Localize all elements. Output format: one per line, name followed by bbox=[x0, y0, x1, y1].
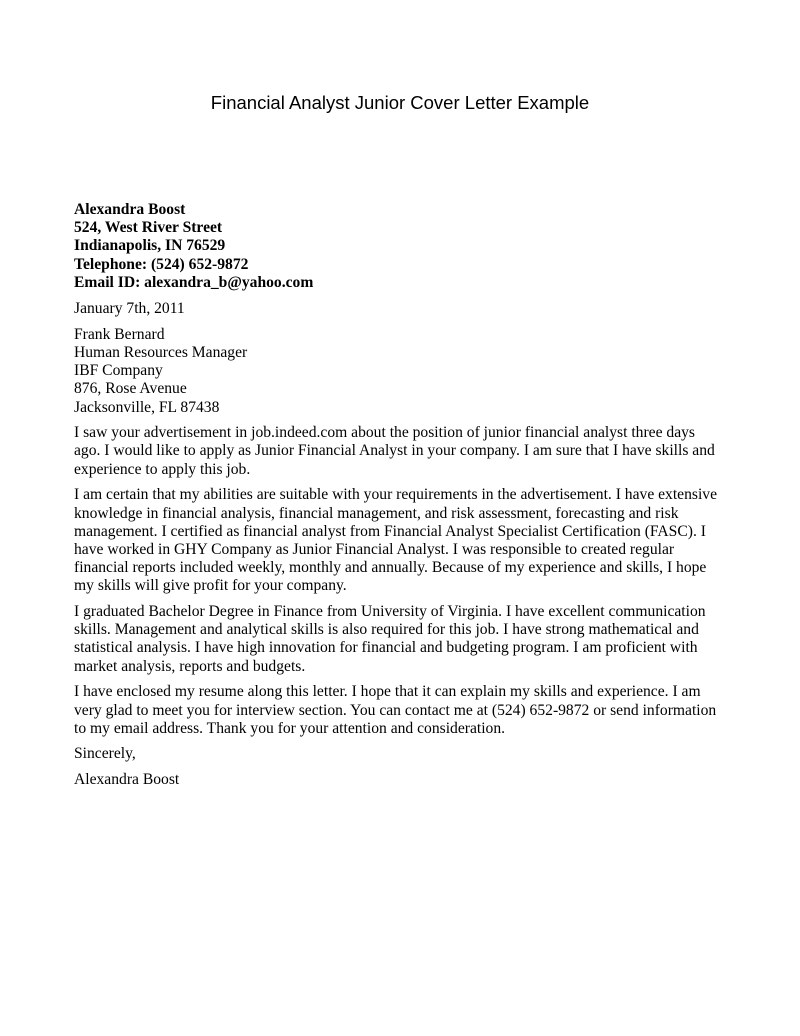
paragraph-line: financial reports included weekly, monthly and annually. Because of my experience and skills, I hope bbox=[74, 559, 707, 577]
sender-name: Alexandra Boost bbox=[74, 201, 186, 218]
paragraph-line: management. I certified as financial analyst from Financial Analyst Specialist Certification (FASC). I bbox=[74, 522, 706, 540]
recipient-block bbox=[74, 326, 734, 417]
paragraph-line: very glad to meet you for interview section. You can contact me at (524) 652-9872 or send information bbox=[74, 701, 717, 719]
sender-telephone: Telephone: (524) 652-9872 bbox=[74, 255, 249, 273]
paragraph-line: I am certain that my abilities are suitable with your requirements in the advertisement. I have extensive bbox=[74, 486, 718, 504]
paragraph-line: skills. Management and analytical skills is also required for this job. I have strong mathematical and bbox=[74, 621, 699, 639]
recipient-street: 876, Rose Avenue bbox=[74, 380, 187, 398]
paragraph-line: have worked in GHY Company as Junior Financial Analyst. I was responsible to created regular bbox=[74, 540, 675, 558]
closing-block bbox=[74, 745, 734, 763]
paragraph-line: knowledge in financial analysis, financial management, and risk assessment, forecasting and risk bbox=[74, 504, 679, 522]
letter-date: January 7th, 2011 bbox=[74, 300, 185, 318]
body-paragraph bbox=[74, 603, 734, 676]
body-paragraph bbox=[74, 486, 734, 595]
signature-block bbox=[74, 771, 734, 789]
sender-email: Email ID: alexandra_b@yahoo.com bbox=[74, 273, 314, 291]
body-paragraph bbox=[74, 683, 734, 738]
signature-name: Alexandra Boost bbox=[74, 771, 180, 789]
sender-block bbox=[74, 201, 734, 292]
paragraph-line: ago. I would like to apply as Junior Financial Analyst in your company. I am sure that I have skills and bbox=[74, 442, 715, 460]
paragraph-line: I have enclosed my resume along this letter. I hope that it can explain my skills and experience. I am bbox=[74, 683, 701, 701]
paragraph-line: experience to apply this job. bbox=[74, 460, 251, 478]
paragraph-line: my skills will give profit for your company. bbox=[74, 577, 347, 595]
date-block bbox=[74, 300, 734, 318]
paragraph-line: statistical analysis. I have high innovation for financial and budgeting program. I am proficient with bbox=[74, 639, 698, 657]
cover-letter bbox=[74, 201, 734, 789]
recipient-name: Frank Bernard bbox=[74, 325, 165, 343]
paragraph-line: market analysis, reports and budgets. bbox=[74, 657, 306, 675]
recipient-city: Jacksonville, FL 87438 bbox=[74, 398, 220, 416]
paragraph-line: I graduated Bachelor Degree in Finance from University of Virginia. I have excellent communication bbox=[74, 603, 706, 621]
body-paragraph bbox=[74, 424, 734, 479]
recipient-position: Human Resources Manager bbox=[74, 343, 248, 361]
paragraph-line: I saw your advertisement in job.indeed.com about the position of junior financial analyst three days bbox=[74, 424, 695, 442]
sender-street: 524, West River Street bbox=[74, 219, 223, 237]
recipient-company: IBF Company bbox=[74, 362, 163, 380]
sender-city: Indianapolis, IN 76529 bbox=[74, 237, 226, 255]
document-title: Financial Analyst Junior Cover Letter Example bbox=[210, 92, 590, 113]
paragraph-line: to my email address. Thank you for your attention and consideration. bbox=[74, 719, 506, 737]
closing-text: Sincerely, bbox=[74, 745, 136, 763]
